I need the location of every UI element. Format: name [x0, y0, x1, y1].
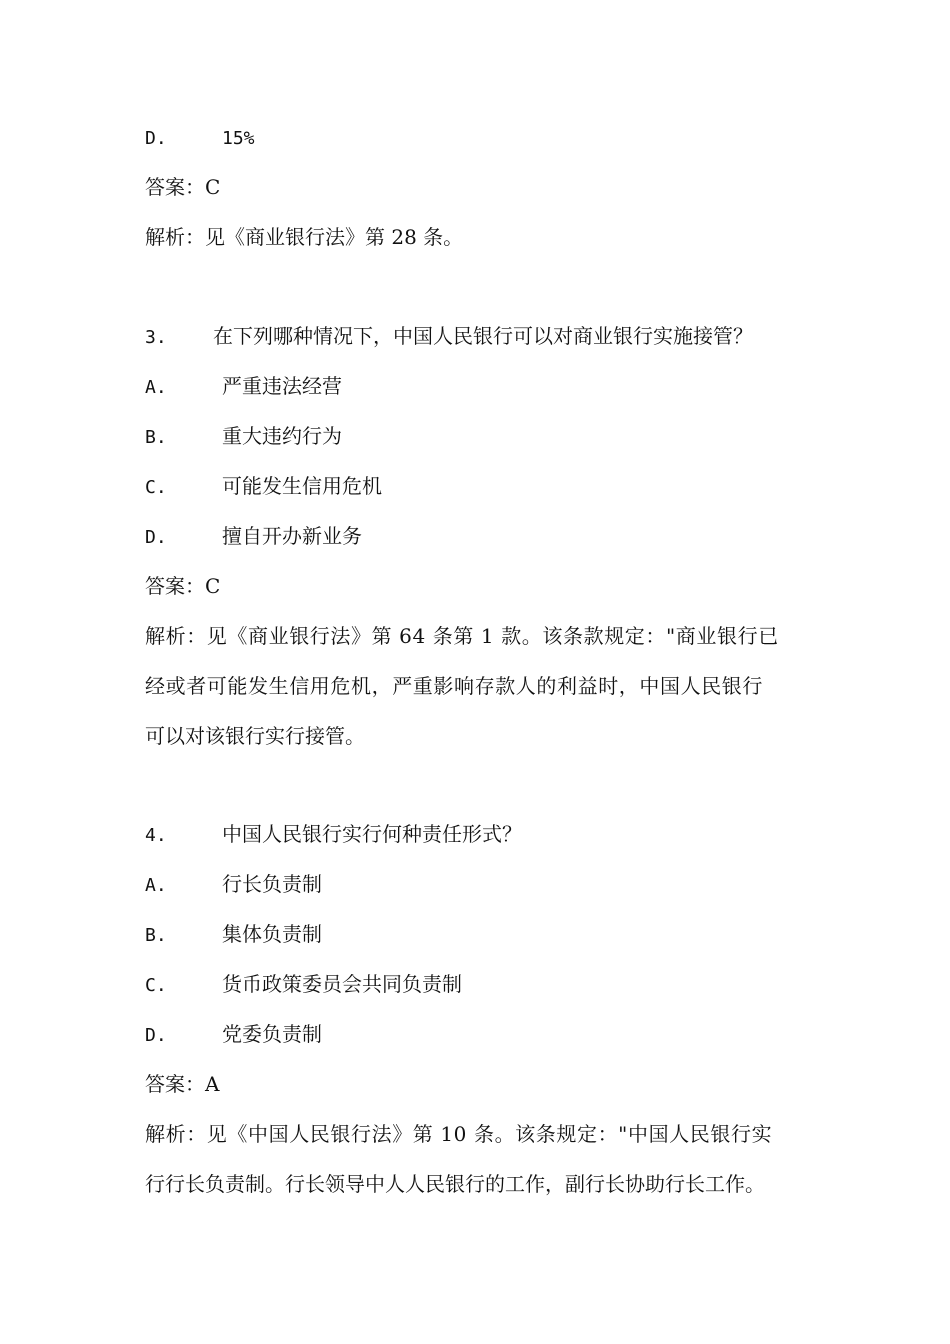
option-letter: D.: [145, 128, 167, 149]
question-text: 中国人民银行实行何种责任形式？: [222, 822, 522, 846]
option-letter: D.: [145, 1025, 167, 1046]
q3-explanation-line-1: 解析：见《商业银行法》第 64 条第 1 款。该条款规定："商业银行已: [145, 624, 779, 648]
q3-option-b: [145, 424, 342, 448]
option-letter: A.: [145, 875, 167, 896]
q4-option-d: [145, 1022, 322, 1046]
option-letter: C.: [145, 975, 167, 996]
option-letter: A.: [145, 377, 167, 398]
q3-option-a: [145, 374, 342, 398]
q3-option-d: [145, 524, 362, 548]
option-text: 15%: [222, 128, 255, 149]
q4-explanation-line-2: 行行长负责制。行长领导中人人民银行的工作，副行长协助行长工作。: [145, 1172, 765, 1196]
option-text: 擅自开办新业务: [222, 524, 362, 548]
option-letter: D.: [145, 527, 167, 548]
option-text: 集体负责制: [222, 922, 322, 946]
question-4: [145, 822, 522, 846]
question-number: 3.: [145, 327, 167, 348]
option-text: 货币政策委员会共同负责制: [222, 972, 462, 996]
prev-explanation: 解析：见《商业银行法》第 28 条。: [145, 225, 464, 249]
option-text: 党委负责制: [222, 1022, 322, 1046]
question-text: 在下列哪种情况下，中国人民银行可以对商业银行实施接管？: [213, 324, 753, 348]
question-number: 4.: [145, 825, 167, 846]
q3-explanation-line-2: 经或者可能发生信用危机，严重影响存款人的利益时，中国人民银行: [145, 674, 763, 698]
q4-explanation-line-1: 解析：见《中国人民银行法》第 10 条。该条规定："中国人民银行实: [145, 1122, 773, 1146]
option-letter: C.: [145, 477, 167, 498]
q3-answer: 答案：C: [145, 574, 221, 598]
question-3: [145, 324, 753, 348]
q4-option-c: [145, 972, 462, 996]
prev-option-d: [145, 125, 255, 149]
prev-answer: 答案：C: [145, 175, 221, 199]
option-letter: B.: [145, 427, 167, 448]
q4-answer: 答案：A: [145, 1072, 220, 1096]
option-text: 可能发生信用危机: [222, 474, 382, 498]
option-text: 行长负责制: [222, 872, 322, 896]
option-text: 重大违约行为: [222, 424, 342, 448]
q3-explanation-line-3: 可以对该银行实行接管。: [145, 724, 365, 748]
q3-option-c: [145, 474, 382, 498]
option-text: 严重违法经营: [222, 374, 342, 398]
option-letter: B.: [145, 925, 167, 946]
q4-option-b: [145, 922, 322, 946]
q4-option-a: [145, 872, 322, 896]
